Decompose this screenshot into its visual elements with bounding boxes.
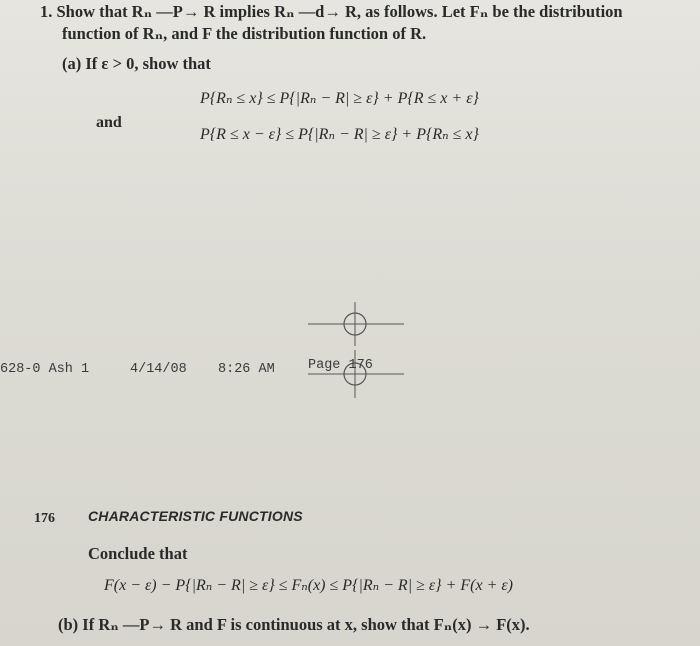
and-label: and <box>96 114 122 131</box>
running-head: CHARACTERISTIC FUNCTIONS <box>88 508 303 524</box>
slug-page: Page 176 <box>308 358 373 373</box>
problem-1-line-2: function of Rₙ, and F the distribution function of R. <box>62 24 427 43</box>
registration-mark-icon <box>300 300 410 410</box>
page-number: 176 <box>34 511 55 526</box>
slug-time: 8:26 AM <box>218 362 275 377</box>
slug-job: 628-0 Ash 1 <box>0 362 90 377</box>
conclude-text: Conclude that <box>88 544 188 563</box>
inequality-2: P{R ≤ x − ε} ≤ P{|Rₙ − R| ≥ ε} + P{Rₙ ≤ x} <box>200 126 479 143</box>
inequality-1: P{Rₙ ≤ x} ≤ P{|Rₙ − R| ≥ ε} + P{R ≤ x + ε} <box>200 90 479 107</box>
inequality-3: F(x − ε) − P{|Rₙ − R| ≥ ε} ≤ Fₙ(x) ≤ P{|Rₙ − R| ≥ ε} + F(x + ε) <box>104 577 513 594</box>
part-b: (b) If Rₙ —P→ R and F is continuous at x, show that Fₙ(x) → F(x). <box>58 615 530 634</box>
slug-date: 4/14/08 <box>130 362 187 377</box>
problem-1-line-1: 1. Show that Rₙ —P→ R implies Rₙ —d→ R, as follows. Let Fₙ be the distribution <box>40 2 623 21</box>
part-a-intro: (a) If ε > 0, show that <box>62 54 211 73</box>
